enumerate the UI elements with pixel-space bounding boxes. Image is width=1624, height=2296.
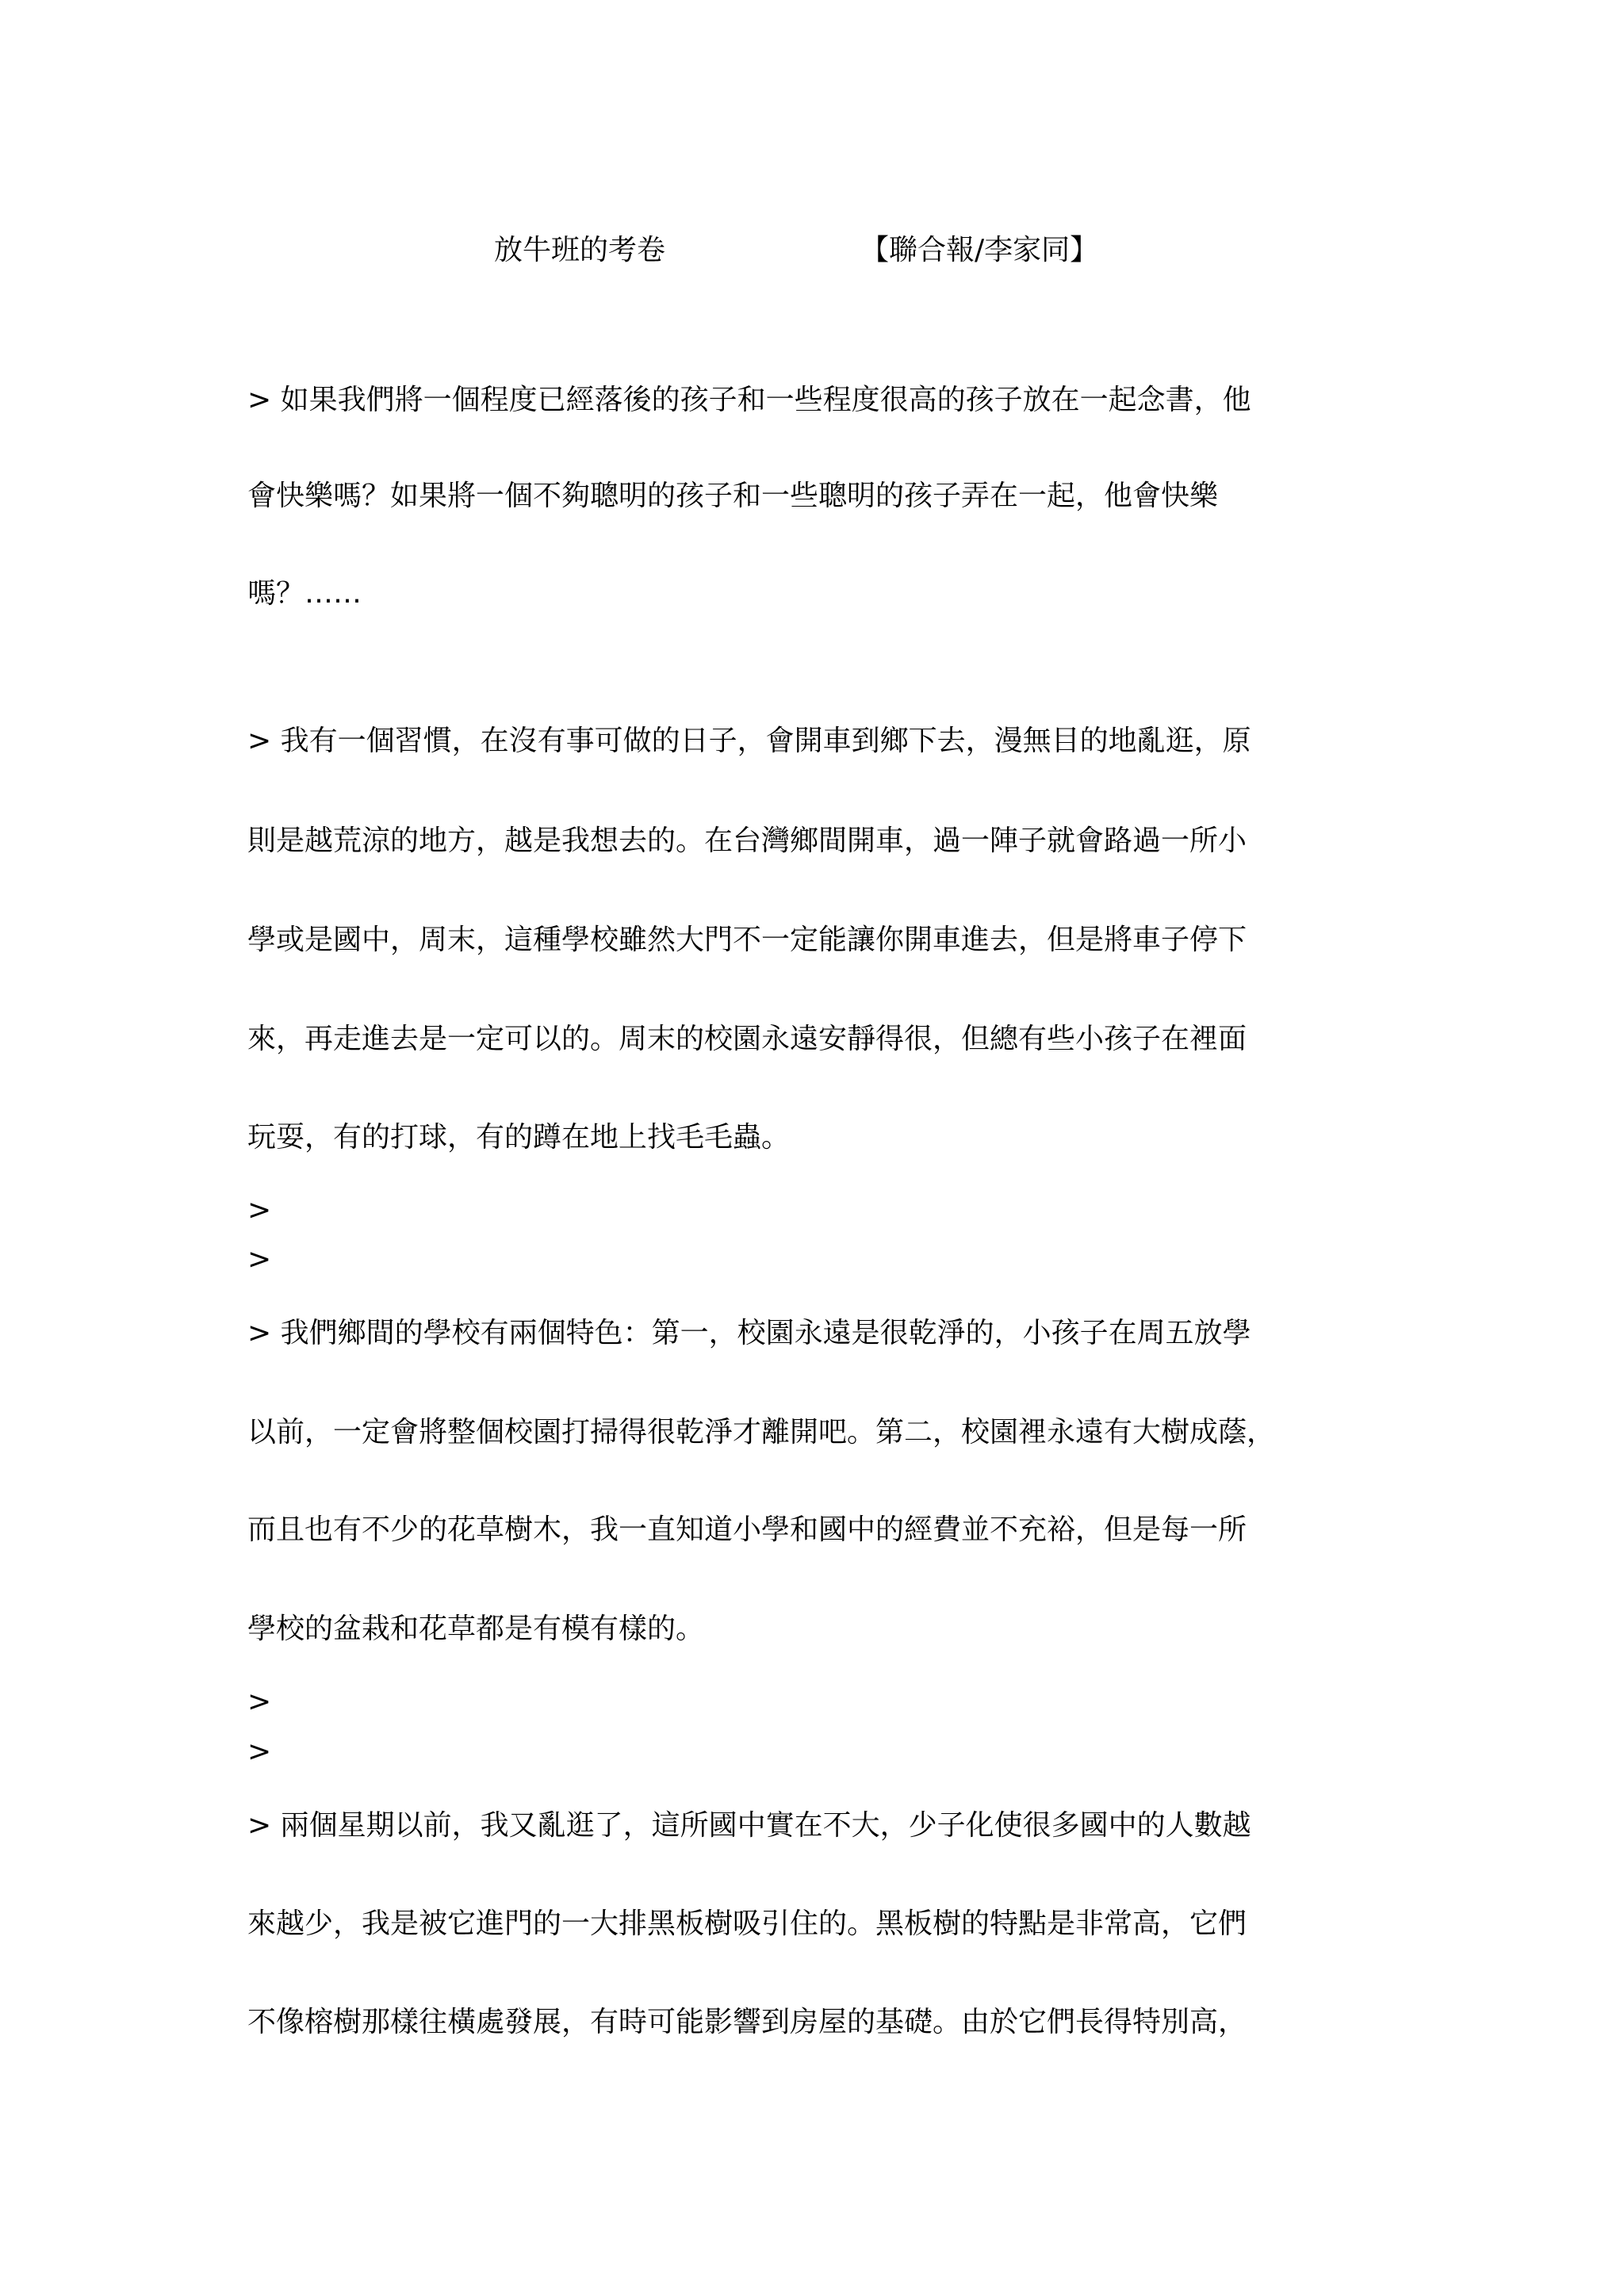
- text-line: 會快樂嗎？如果將一個不夠聰明的孩子和一些聰明的孩子弄在一起，他會快樂: [247, 480, 1219, 512]
- quote-marker: >: [247, 1735, 272, 1768]
- text-line: 嗎？……: [247, 577, 362, 610]
- text-line: > 兩個星期以前，我又亂逛了，這所國中實在不大，少子化使很多國中的人數越: [247, 1809, 1251, 1842]
- quote-marker: >: [247, 1194, 272, 1226]
- article-byline: 【聯合報/李家同】: [860, 234, 1099, 266]
- text-line: 以前，一定會將整個校園打掃得很乾淨才離開吧。第二，校園裡永遠有大樹成蔭，: [247, 1416, 1276, 1448]
- quote-marker: >: [247, 1243, 272, 1276]
- text-line: 則是越荒涼的地方，越是我想去的。在台灣鄉間開車，過一陣子就會路過一所小: [247, 825, 1247, 857]
- text-line: 而且也有不少的花草樹木，我一直知道小學和國中的經費並不充裕，但是每一所: [247, 1513, 1247, 1546]
- text-line: > 我有一個習慣，在沒有事可做的日子，會開車到鄉下去，漫無目的地亂逛，原: [247, 725, 1251, 757]
- text-line: > 如果我們將一個程度已經落後的孩子和一些程度很高的孩子放在一起念書，他: [247, 384, 1251, 416]
- text-line: 不像榕樹那樣往橫處發展，有時可能影響到房屋的基礎。由於它們長得特別高，: [247, 2006, 1247, 2038]
- text-line: 學或是國中，周末，這種學校雖然大門不一定能讓你開車進去，但是將車子停下: [247, 924, 1247, 956]
- text-line: > 我們鄉間的學校有兩個特色：第一，校園永遠是很乾淨的，小孩子在周五放學: [247, 1317, 1251, 1349]
- text-line: 玩耍，有的打球，有的蹲在地上找毛毛蟲。: [247, 1121, 791, 1154]
- text-line: 學校的盆栽和花草都是有模有樣的。: [247, 1613, 705, 1645]
- text-line: 來越少，我是被它進門的一大排黑板樹吸引住的。黑板樹的特點是非常高，它們: [247, 1908, 1247, 1940]
- text-line: 來，再走進去是一定可以的。周末的校園永遠安靜得很，但總有些小孩子在裡面: [247, 1023, 1247, 1055]
- quote-marker: >: [247, 1686, 272, 1718]
- header-row: [0, 227, 1624, 274]
- article-title: 放牛班的考卷: [494, 234, 666, 266]
